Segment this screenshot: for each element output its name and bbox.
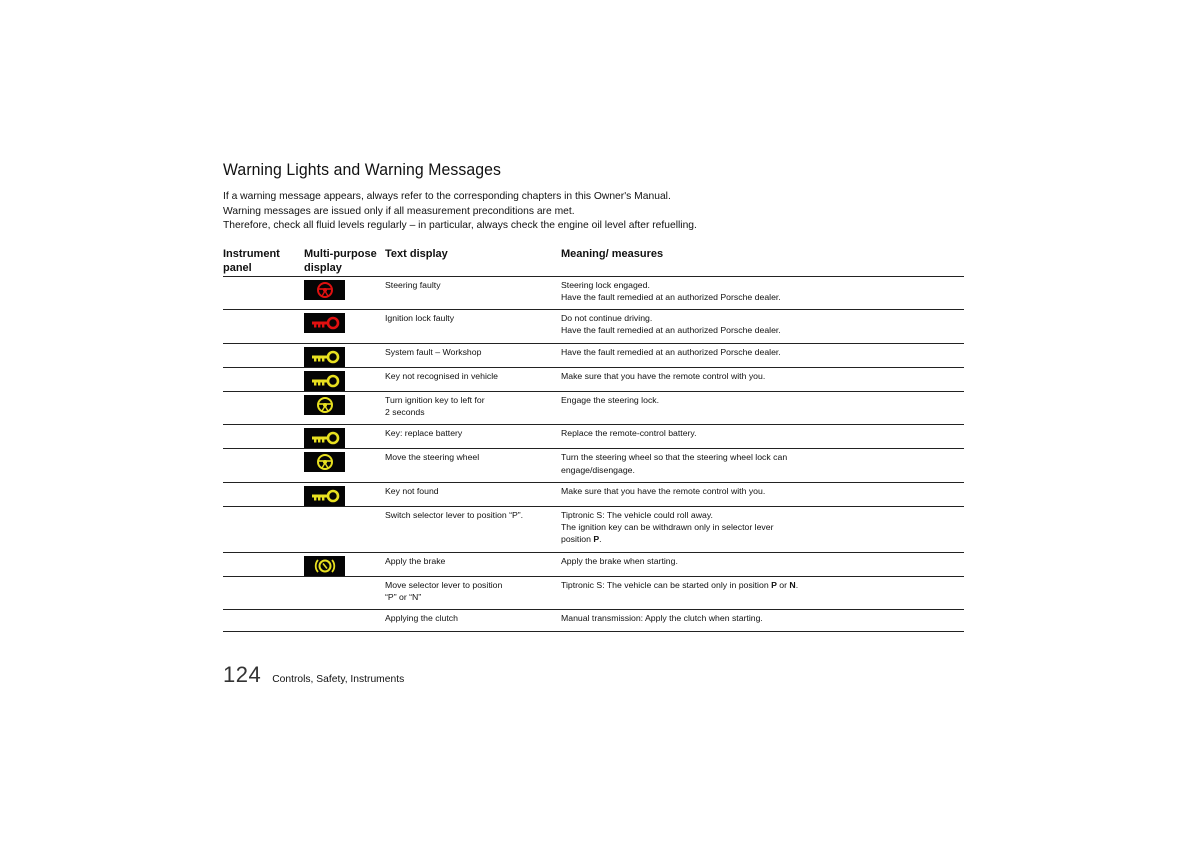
- multipurpose-display-cell: [304, 483, 385, 506]
- table-row: [223, 577, 964, 611]
- meaning-line: Manual transmission: Apply the clutch when starting.: [561, 613, 763, 624]
- meaning-cell: [561, 483, 964, 506]
- meaning-line: Have the fault remedied at an authorized Porsche dealer.: [561, 291, 781, 302]
- table-row: [223, 277, 964, 311]
- multipurpose-display-cell: [304, 425, 385, 448]
- text-display-cell: Applying the clutch: [385, 613, 458, 624]
- table-row: [223, 344, 964, 368]
- meaning-line: Do not continue driving.: [561, 313, 653, 324]
- meaning-cell: [561, 610, 964, 630]
- meaning-line: Apply the brake when starting.: [561, 555, 678, 566]
- multipurpose-display-cell: [304, 577, 385, 610]
- warning-table: [223, 247, 964, 632]
- multipurpose-display-cell: [304, 344, 385, 367]
- intro-text: [223, 190, 964, 234]
- meaning-line: Make sure that you have the remote control with you.: [561, 370, 766, 381]
- multipurpose-display-cell: [304, 507, 385, 552]
- table-row: [223, 449, 964, 483]
- page-title: Warning Lights and Warning Messages: [223, 160, 502, 179]
- text-display-cell: Turn ignition key to left for 2 seconds: [385, 394, 485, 417]
- header-meaning: Meaning/ measures: [561, 247, 664, 260]
- meaning-cell: [561, 392, 964, 425]
- meaning-line: Turn the steering wheel so that the steering wheel lock can engage/disengage.: [561, 452, 788, 475]
- meaning-line: Replace the remote-control battery.: [561, 428, 697, 439]
- chapter-title: Controls, Safety, Instruments: [272, 674, 405, 685]
- instrument-panel-cell: [223, 425, 304, 448]
- intro-line: If a warning message appears, always refer to the corresponding chapters in this Owner's Manual.: [223, 191, 671, 202]
- instrument-panel-cell: [223, 277, 304, 310]
- instrument-panel-cell: [223, 483, 304, 506]
- table-row: [223, 507, 964, 553]
- text-display-cell: Key not found: [385, 485, 439, 496]
- table-row: [223, 310, 964, 344]
- meaning-line: Engage the steering lock.: [561, 394, 660, 405]
- header-text-display: Text display: [385, 247, 448, 260]
- manual-page: [223, 160, 964, 632]
- multipurpose-display-cell: [304, 553, 385, 576]
- meaning-line: Tiptronic S: The vehicle can be started only in position P or N.: [561, 579, 799, 590]
- instrument-panel-cell: [223, 344, 304, 367]
- table-header: [223, 247, 964, 277]
- multipurpose-display-cell: [304, 368, 385, 391]
- meaning-line: Steering lock engaged.: [561, 279, 650, 290]
- table-row: [223, 368, 964, 392]
- meaning-cell: [561, 368, 964, 391]
- instrument-panel-cell: [223, 449, 304, 482]
- table-row: [223, 610, 964, 631]
- key-icon: [304, 313, 345, 333]
- text-display-cell: Move the steering wheel: [385, 452, 480, 463]
- meaning-line: Make sure that you have the remote control with you.: [561, 485, 766, 496]
- steering-wheel-icon: [304, 395, 345, 415]
- meaning-cell: [561, 507, 964, 552]
- meaning-cell: [561, 344, 964, 367]
- table-body: [223, 277, 964, 632]
- instrument-panel-cell: [223, 553, 304, 576]
- instrument-panel-cell: [223, 310, 304, 343]
- meaning-line: Tiptronic S: The vehicle could roll away.: [561, 509, 713, 520]
- meaning-cell: [561, 449, 964, 482]
- instrument-panel-cell: [223, 392, 304, 425]
- meaning-cell: [561, 310, 964, 343]
- meaning-line: The ignition key can be withdrawn only in selector lever position P.: [561, 522, 774, 545]
- text-display-cell: System fault – Workshop: [385, 346, 482, 357]
- instrument-panel-cell: [223, 577, 304, 610]
- table-row: [223, 483, 964, 507]
- instrument-panel-cell: [223, 610, 304, 630]
- table-row: [223, 553, 964, 577]
- table-row: [223, 425, 964, 449]
- meaning-line: Have the fault remedied at an authorized Porsche dealer.: [561, 346, 781, 357]
- key-icon: [304, 371, 345, 391]
- key-icon: [304, 486, 345, 506]
- meaning-cell: [561, 553, 964, 576]
- brake-icon: [304, 556, 345, 576]
- instrument-panel-cell: [223, 368, 304, 391]
- steering-wheel-icon: [304, 452, 345, 472]
- text-display-cell: Ignition lock faulty: [385, 313, 455, 324]
- instrument-panel-cell: [223, 507, 304, 552]
- header-instrument-panel: Instrument panel: [223, 247, 280, 274]
- text-display-cell: Key: replace battery: [385, 428, 463, 439]
- page-footer: [223, 662, 404, 688]
- meaning-cell: [561, 425, 964, 448]
- meaning-line: Have the fault remedied at an authorized Porsche dealer.: [561, 325, 781, 336]
- meaning-cell: [561, 577, 964, 610]
- key-icon: [304, 428, 345, 448]
- text-display-cell: Move selector lever to position “P” or “N”: [385, 579, 503, 603]
- text-display-cell: Apply the brake: [385, 555, 446, 566]
- multipurpose-display-cell: [304, 610, 385, 630]
- multipurpose-display-cell: [304, 449, 385, 482]
- key-icon: [304, 347, 345, 367]
- multipurpose-display-cell: [304, 392, 385, 425]
- multipurpose-display-cell: [304, 310, 385, 343]
- page-number: 124: [223, 662, 262, 687]
- text-display-cell: Key not recognised in vehicle: [385, 370, 499, 381]
- header-multipurpose-display: Multi-purpose display: [304, 247, 377, 274]
- meaning-cell: [561, 277, 964, 310]
- steering-wheel-icon: [304, 280, 345, 300]
- intro-line: Therefore, check all fluid levels regularly – in particular, always check the engine oil level after refuelling.: [223, 220, 697, 231]
- intro-line: Warning messages are issued only if all measurement preconditions are met.: [223, 205, 575, 217]
- text-display-cell: Steering faulty: [385, 279, 441, 290]
- multipurpose-display-cell: [304, 277, 385, 310]
- text-display-cell: Switch selector lever to position “P”.: [385, 509, 524, 520]
- table-row: [223, 392, 964, 426]
